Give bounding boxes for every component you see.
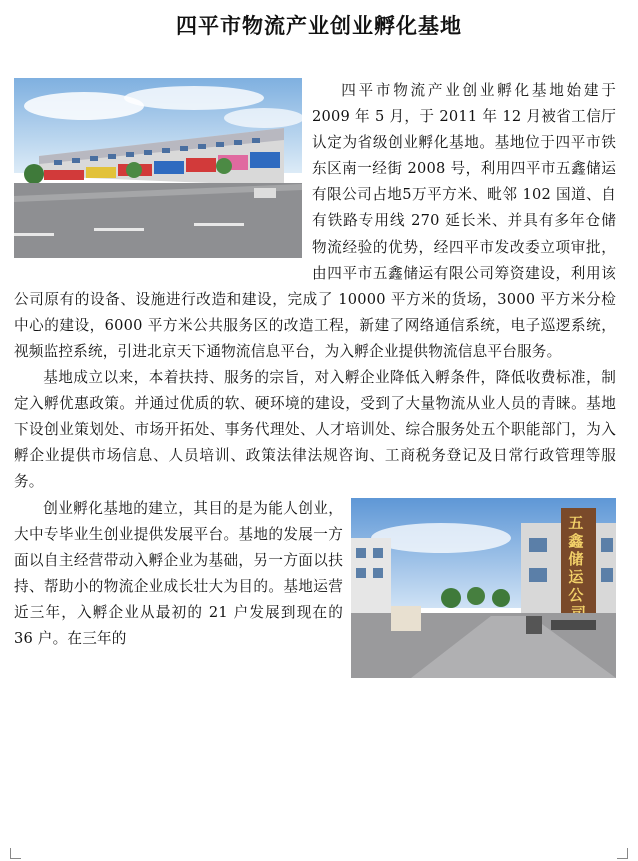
paragraph-intro: 四平市物流产业创业孵化基地始建于 2009 年 5 月，于 2011 年 12 月被省工信厅认定为省级创业孵化基地。基地位于四平市铁东区南一经街 2008 号，利用四平市五鑫储运有限公司占地5万平方米、毗邻 102 国道、自有铁路专用线 270 延长米、并具有多年仓储物流经验的优势，经四平市发改委立项审批，由四平市五鑫储运有限公司筹资建设，利用该公司原有的设备、设施进行改造和建设，完成了 10000 平方米的货场，3000 平方米分检中心的建设，6000 平方米公共服务区的改造工程，新建了网络通信系统，电子巡逻系统，视频监控系统，引进北京天下通物流信息平台，为入孵企业提供物流信息平台服务。 [14, 82, 616, 360]
paragraph-services: 基地成立以来，本着扶持、服务的宗旨，对入孵企业降低入孵条件，降低收费标准，制定入孵优惠政策。并通过优质的软、硬环境的建设，受到了大量物流从业人员的青睐。基地下设创业策划处、市场开拓处、事务代理处、人才培训处、综合服务处五个职能部门，为入孵企业提供市场信息、人员培训、政策法律法规咨询、工商税务登记及日常行政管理等服务。 [14, 369, 616, 491]
photo-logistics-building [14, 78, 302, 258]
paragraph-purpose: 创业孵化基地的建立，其目的是为能人创业，大中专毕业生创业提供发展平台。基地的发展一方面以自主经营带动入孵企业为基础，另一方面以扶持、帮助小的物流企业成长壮大为目的。基地运营近三年，入孵企业从最初的 21 户发展到现在的 36 户。在三年的 [14, 499, 343, 647]
document-title: 四平市物流产业创业孵化基地 [176, 13, 462, 38]
page-corner-mark [617, 848, 628, 859]
sign-text: 五 鑫 储 运 公 [568, 513, 584, 604]
document-body [14, 78, 616, 678]
page-corner-mark [10, 848, 21, 859]
photo-wuxin-gate [351, 498, 616, 678]
